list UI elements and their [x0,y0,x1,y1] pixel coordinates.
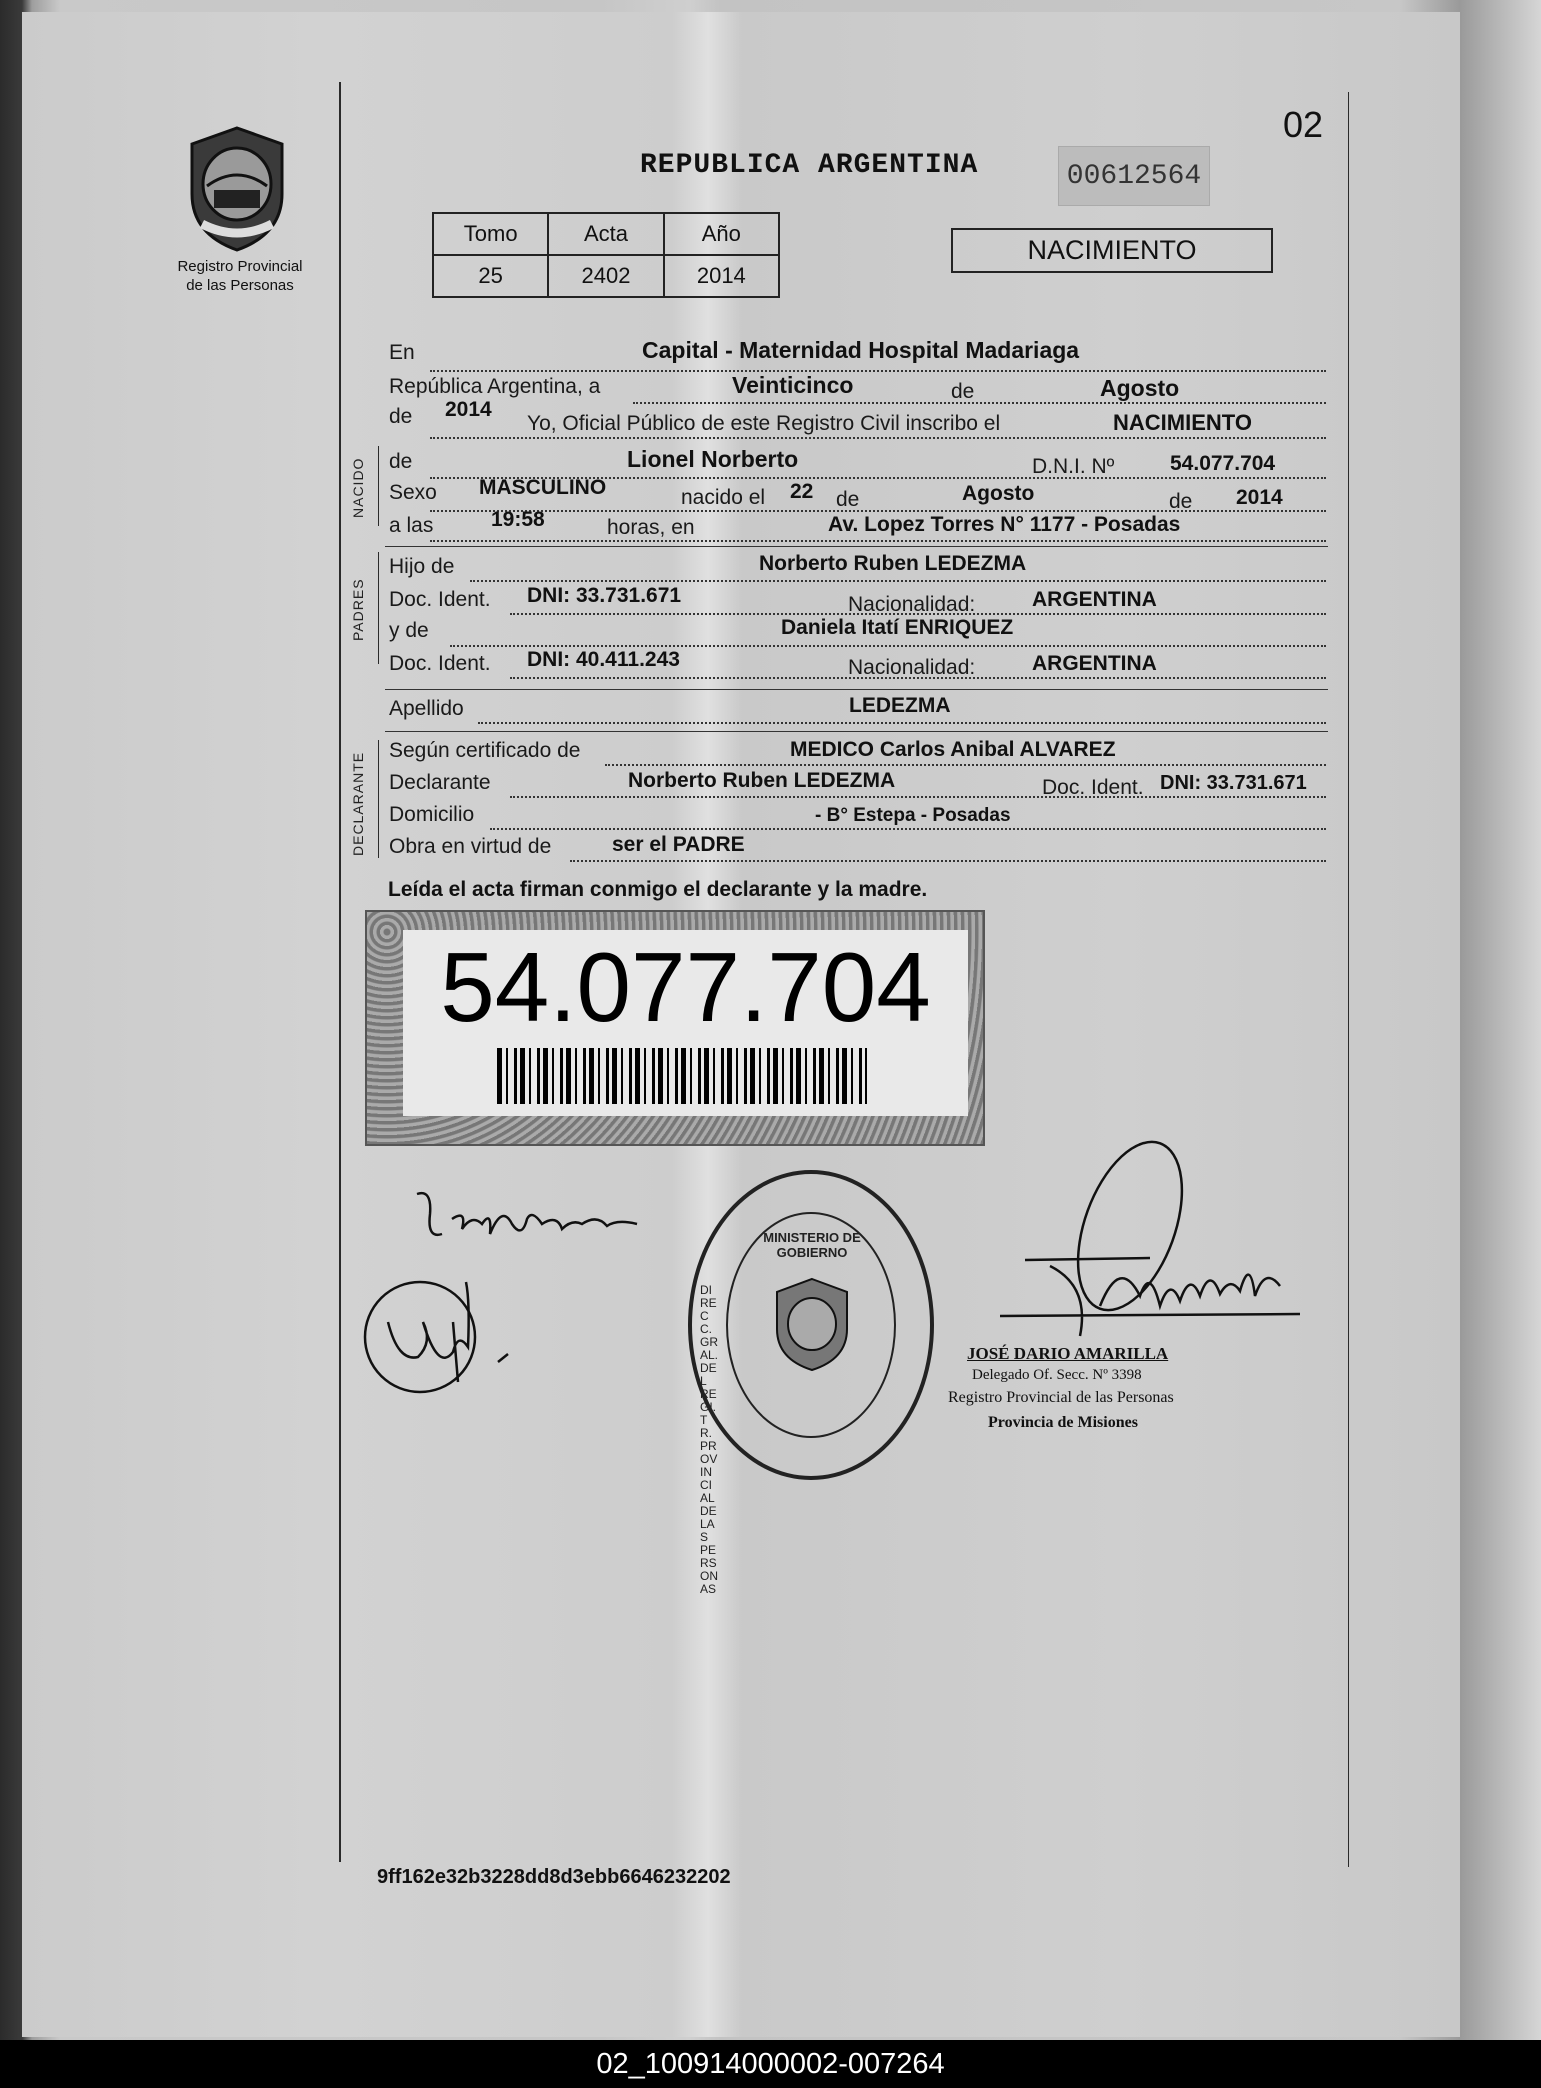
label-de-nombre: de [389,450,413,473]
value-nac-madre: ARGENTINA [1032,652,1157,675]
dotted-line [430,437,1326,439]
seal-emblem-icon [772,1274,852,1374]
value-nac-anio: 2014 [1236,486,1283,509]
dotted-line [510,613,1326,615]
value-padre: Norberto Ruben LEDEZMA [759,552,1027,575]
value-doc-madre: DNI: 40.411.243 [527,648,680,671]
label-de-anio: de [389,405,413,428]
country-title: REPUBLICA ARGENTINA [640,150,979,181]
page-number: 02 [1283,104,1324,145]
dotted-line [605,764,1326,766]
official-seal [688,1170,934,1596]
label-yo-oficial: Yo, Oficial Público de este Registro Civil inscribo el [527,412,1001,435]
footer-bar [0,2040,1541,2088]
signature-official [1000,1136,1320,1356]
seal-ring-text: DIRECC. GRAL. DEL REGI. TR. PROVINCIAL DE LAS PERSONAS [700,1283,719,1596]
seal-inner-text: MINISTERIO DE GOBIERNO [763,1230,861,1260]
dotted-line [490,828,1326,830]
value-nombre: Lionel Norberto [627,446,799,472]
issuer-line-1: Registro Provincial [177,258,303,275]
signature-madre [358,1262,518,1402]
value-sexo: MASCULINO [479,476,607,499]
table-value-anio: 2014 [664,255,779,297]
signature-ledezma [412,1184,642,1254]
official-role: Delegado Of. Secc. Nº 3398 [972,1367,1142,1383]
label-apellido: Apellido [389,697,464,720]
serial-stamp: 00612564 [1058,146,1210,206]
label-horas-en: horas, en [607,516,695,539]
dotted-line [450,645,1326,647]
value-obra: ser el PADRE [612,833,745,856]
value-lugar-inscripcion: Capital - Maternidad Hospital Madariaga [642,337,1080,363]
label-nac-madre: Nacionalidad: [848,656,976,679]
closing-statement: Leída el acta firman conmigo el declarante y la madre. [388,878,928,901]
dotted-line [430,510,1326,512]
nacido-bracket [378,446,379,526]
table-header-acta: Acta [548,213,663,255]
value-doc-declarante: DNI: 33.731.671 [1160,772,1307,794]
label-doc-declarante: Doc. Ident. [1042,776,1144,799]
table-header-tomo: Tomo [433,213,548,255]
sticker-number: 54.077.704 [440,932,931,1042]
value-doc-padre: DNI: 33.731.671 [527,584,682,607]
value-anio: 2014 [445,398,492,421]
label-doc-madre: Doc. Ident. [389,652,491,675]
document-hash: 9ff162e32b3228dd8d3ebb6646232202 [377,1866,731,1888]
label-y-de: y de [389,619,429,642]
section-rule [385,689,1328,690]
dni-sticker [365,910,985,1146]
label-declarante: Declarante [389,771,491,794]
side-label-padres: PADRES [350,578,366,641]
label-de-nac-mes: de [836,488,860,511]
value-nac-dia: 22 [790,480,814,503]
left-margin-line [339,82,341,1862]
value-hora: 19:58 [491,508,545,531]
dotted-line [633,402,1326,404]
label-nacido-el: nacido el [681,486,766,509]
barcode [497,1048,867,1104]
side-label-nacido: NACIDO [350,457,366,518]
issuer-line-2: de las Personas [186,277,294,294]
dotted-line [478,722,1326,724]
section-rule [385,546,1328,547]
dotted-line [570,860,1326,862]
label-hijo-de: Hijo de [389,555,455,578]
value-inscribo: NACIMIENTO [1113,410,1252,435]
dotted-line [430,540,1326,542]
label-de-mes: de [951,380,975,403]
declarante-bracket [378,740,379,858]
section-rule [385,731,1328,732]
doc-type-box: NACIMIENTO [951,228,1273,273]
footer-id: 02_100914000002-007264 [596,2047,945,2080]
label-a-las: a las [389,514,434,537]
label-de-nac-anio: de [1169,490,1193,513]
label-obra: Obra en virtud de [389,835,552,858]
label-doc-padre: Doc. Ident. [389,588,491,611]
value-mes: Agosto [1100,375,1180,401]
label-domicilio: Domicilio [389,803,475,826]
value-nac-padre: ARGENTINA [1032,588,1157,611]
dotted-line [470,580,1326,582]
value-certificado: MEDICO Carlos Anibal ALVAREZ [790,738,1116,761]
value-lugar-nacimiento: Av. Lopez Torres N° 1177 - Posadas [828,513,1181,536]
official-org: Registro Provincial de las Personas [948,1389,1174,1406]
label-certificado: Según certificado de [389,739,581,762]
value-dia: Veinticinco [732,372,854,398]
value-domicilio: - B° Estepa - Posadas [815,805,1011,826]
dotted-line [510,796,1326,798]
dotted-line [430,370,1326,372]
label-sexo: Sexo [389,481,437,504]
value-nac-mes: Agosto [962,482,1035,505]
sticker-label [403,930,968,1116]
value-dni: 54.077.704 [1170,452,1276,475]
label-dni: D.N.I. Nº [1032,455,1115,478]
table-value-tomo: 25 [433,255,548,297]
record-table [432,212,780,298]
value-madre: Daniela Itatí ENRIQUEZ [781,616,1014,639]
value-declarante: Norberto Ruben LEDEZMA [628,769,896,792]
right-margin-line [1348,92,1349,1867]
dotted-line [510,677,1326,679]
padres-bracket [378,552,379,664]
crest-emblem [182,124,292,254]
official-name: JOSÉ DARIO AMARILLA [967,1344,1169,1363]
value-apellido: LEDEZMA [849,694,951,717]
label-nac-padre: Nacionalidad: [848,593,976,616]
side-label-declarante: DECLARANTE [350,751,366,856]
label-republica: República Argentina, a [389,375,601,398]
table-header-anio: Año [664,213,779,255]
label-en: En [389,341,415,364]
table-value-acta: 2402 [548,255,663,297]
official-province: Provincia de Misiones [988,1414,1138,1431]
